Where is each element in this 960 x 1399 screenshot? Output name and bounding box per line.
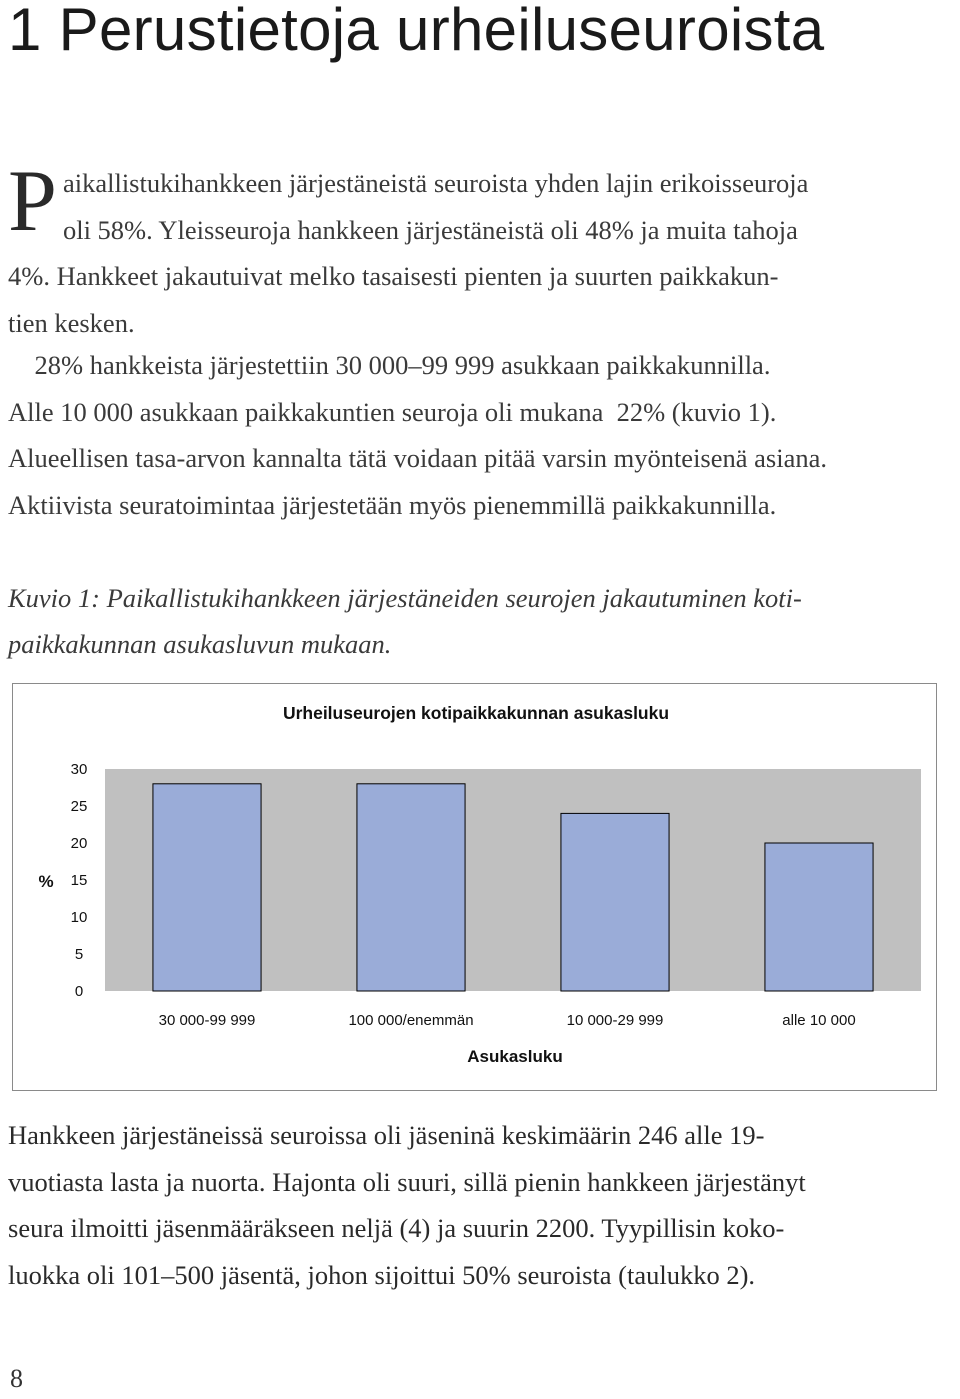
- page-heading: 1 Perustietoja urheiluseuroista: [8, 0, 825, 63]
- paragraph-line: oli 58%. Yleisseuroja hankkeen järjestäneistä oli 48% ja muita tahoja: [62, 214, 798, 245]
- y-axis-label: %: [38, 872, 54, 891]
- paragraph-line: aikallistukihankkeen järjestäneistä seuroista yhden lajin erikoisseuroja: [62, 168, 809, 198]
- chart-title: Urheiluseurojen kotipaikkakunnan asukasluku: [282, 703, 670, 723]
- y-tick-label: 25: [70, 798, 88, 815]
- paragraph-line: Aktiivista seuratoimintaa järjestetään myös pienemmillä paikkakunnilla.: [8, 489, 777, 520]
- paragraph-line: 4%. Hankkeet jakautuivat melko tasaisesti pienten ja suurten paikkakun-: [8, 261, 779, 291]
- y-tick-label: 30: [70, 761, 88, 778]
- bar-chart: [12, 683, 937, 1091]
- drop-cap: P: [8, 153, 57, 250]
- second-paragraph: [8, 342, 958, 528]
- figure-caption: [8, 575, 802, 667]
- caption-line: Kuvio 1: Paikallistukihankkeen järjestäneiden seurojen jakautuminen koti-: [8, 583, 802, 613]
- bar: [765, 843, 873, 991]
- bar: [153, 784, 261, 991]
- category-label: 10 000-29 999: [566, 1012, 664, 1029]
- page-number: 8: [10, 1364, 23, 1393]
- bar-chart-svg: [13, 684, 938, 1092]
- paragraph-line: Alueellisen tasa-arvon kannalta tätä voidaan pitää varsin myönteisenä asiana.: [8, 443, 827, 473]
- x-axis-label: Asukasluku: [467, 1047, 563, 1066]
- bar: [357, 784, 465, 991]
- category-label: alle 10 000: [782, 1012, 856, 1029]
- paragraph-line: tien kesken.: [8, 307, 135, 338]
- paragraph-line: 28% hankkeista järjestettiin 30 000–99 999 asukkaan paikkakunnilla.: [8, 350, 771, 380]
- intro-paragraph: [8, 153, 958, 346]
- y-tick-label: 0: [74, 983, 84, 1000]
- y-tick-label: 20: [70, 835, 88, 852]
- closing-paragraph: [8, 1112, 958, 1298]
- y-tick-label: 15: [70, 872, 88, 889]
- paragraph-line: luokka oli 101–500 jäsentä, johon sijoittui 50% seuroista (taulukko 2).: [8, 1259, 756, 1290]
- paragraph-line: Alle 10 000 asukkaan paikkakuntien seuroja oli mukana 22% (kuvio 1).: [8, 396, 777, 427]
- category-label: 100 000/enemmän: [348, 1012, 474, 1029]
- y-tick-label: 10: [70, 909, 88, 926]
- paragraph-line: seura ilmoitti jäsenmääräkseen neljä (4) ja suurin 2200. Tyypillisin koko-: [8, 1213, 785, 1243]
- paragraph-line: vuotiasta lasta ja nuorta. Hajonta oli suuri, sillä pienin hankkeen järjestänyt: [8, 1166, 806, 1197]
- caption-line: paikkakunnan asukasluvun mukaan.: [8, 629, 392, 659]
- paragraph-line: Hankkeen järjestäneissä seuroissa oli jäseninä keskimäärin 246 alle 19-: [8, 1120, 765, 1150]
- bar: [561, 813, 669, 991]
- category-label: 30 000-99 999: [158, 1012, 256, 1029]
- y-tick-label: 5: [74, 946, 84, 963]
